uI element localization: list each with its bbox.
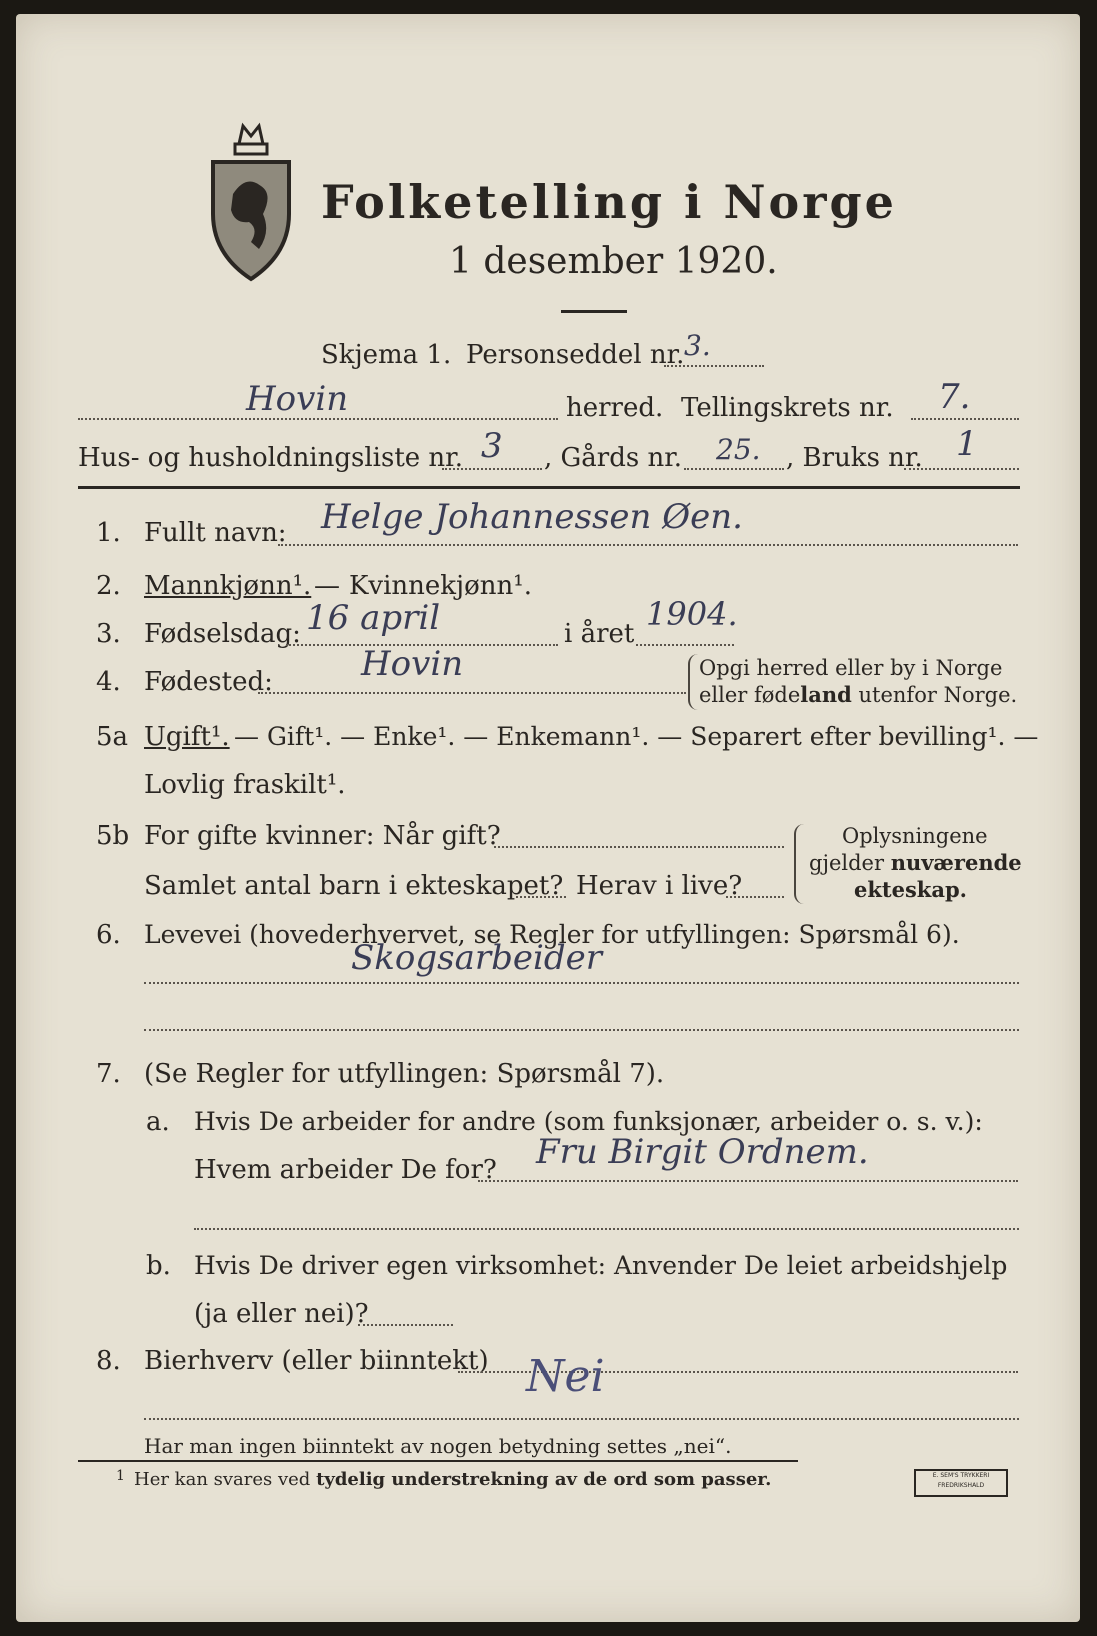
occupation-field-line2[interactable] xyxy=(144,1029,1019,1031)
q1-label: Fullt navn: xyxy=(144,518,287,548)
children-alive-label: Herav i live? xyxy=(576,871,743,901)
gards-value: 25. xyxy=(716,433,761,466)
q3-number: 3. xyxy=(96,619,121,649)
bruks-field[interactable] xyxy=(904,468,1019,470)
q4-label: Fødested: xyxy=(144,667,273,697)
q7a-label: Hvis De arbeider for andre (som funksjonær, arbeider o. s. v.): xyxy=(194,1107,983,1136)
printer-stamp xyxy=(914,1469,1008,1497)
birthplace-value: Hovin xyxy=(361,644,464,684)
children-alive-field[interactable] xyxy=(726,896,784,898)
q5b-note-line2: gjelder nuværende xyxy=(809,850,1022,875)
q7-label: (Se Regler for utfyllingen: Spørsmål 7). xyxy=(144,1059,665,1089)
side-income-field-line2[interactable] xyxy=(144,1418,1019,1420)
occupation-field[interactable] xyxy=(144,982,1019,984)
q5b-note-line1: Oplysningene xyxy=(842,824,988,848)
personseddel-label: Personseddel nr. xyxy=(466,340,685,370)
marital-options[interactable]: — Gift¹. — Enke¹. — Enkemann¹. — Separert efter bevilling¹. — xyxy=(234,722,1039,751)
marriage-date-field[interactable] xyxy=(494,846,784,848)
header-rule xyxy=(78,486,1020,489)
q7-number: 7. xyxy=(96,1059,121,1089)
birthplace-field[interactable] xyxy=(258,692,686,694)
coat-of-arms-emblem xyxy=(201,114,301,284)
q4-note-line1: Opgi herred eller by i Norge xyxy=(699,656,1003,680)
female-option[interactable]: Kvinnekjønn¹. xyxy=(349,571,532,601)
tellingskrets-field[interactable] xyxy=(911,418,1019,420)
q4-note-line2: eller fødeland utenfor Norge. xyxy=(699,682,1018,707)
q4-number: 4. xyxy=(96,667,121,697)
q7b-label: Hvis De driver egen virksomhet: Anvender De leiet arbeidshjelp xyxy=(194,1251,1008,1280)
personseddel-field[interactable] xyxy=(664,365,764,367)
tellingskrets-value: 7. xyxy=(938,377,971,417)
husliste-label: Hus- og husholdningsliste nr. xyxy=(78,443,464,473)
title-divider xyxy=(561,310,627,313)
full-name-value: Helge Johannessen Øen. xyxy=(321,497,743,537)
birth-year-value: 1904. xyxy=(646,595,738,633)
q6-label: Levevei (hovederhvervet, se Regler for utfyllingen: Spørsmål 6). xyxy=(144,920,960,949)
male-option[interactable]: Mannkjønn¹. xyxy=(144,571,312,601)
employer-field[interactable] xyxy=(478,1180,1018,1182)
footnote-mark: 1 xyxy=(116,1468,125,1484)
hired-help-field[interactable] xyxy=(358,1324,453,1326)
birthday-value: 16 april xyxy=(306,598,441,638)
personseddel-value: 3. xyxy=(684,329,711,362)
q8-label: Bierhverv (eller biinntekt) xyxy=(144,1346,489,1376)
form-title: Folketelling i Norge xyxy=(321,175,897,229)
q8-note: Har man ingen biinntekt av nogen betydning settes „nei“. xyxy=(144,1434,732,1458)
q5b-number: 5b xyxy=(96,821,130,851)
q4-brace xyxy=(688,654,698,710)
employer-field-line2[interactable] xyxy=(194,1228,1019,1230)
q1-number: 1. xyxy=(96,518,121,548)
husliste-field[interactable] xyxy=(442,468,542,470)
footnote-rule xyxy=(78,1460,798,1462)
side-income-value: Nei xyxy=(526,1351,605,1402)
q7b-letter: b. xyxy=(146,1251,171,1281)
q3-label: Fødselsdag: xyxy=(144,619,301,649)
unmarried-option[interactable]: Ugift¹. xyxy=(144,722,230,752)
herred-label: herred. xyxy=(566,393,664,423)
q5b-label: For gifte kvinner: Når gift? xyxy=(144,821,501,851)
children-total-label: Samlet antal barn i ekteskapet? xyxy=(144,871,564,901)
skjema-label: Skjema 1. xyxy=(321,340,452,370)
tellingskrets-label: Tellingskrets nr. xyxy=(681,393,894,423)
husliste-value: 3 xyxy=(481,426,503,466)
bruks-label: , Bruks nr. xyxy=(786,443,923,473)
q5a-number: 5a xyxy=(96,722,129,752)
q5b-brace xyxy=(794,824,806,904)
q6-number: 6. xyxy=(96,920,121,950)
q2-number: 2. xyxy=(96,571,121,601)
census-form xyxy=(16,14,1080,1622)
q5b-note-line3: ekteskap. xyxy=(854,877,967,902)
q7a-letter: a. xyxy=(146,1107,170,1137)
year-label: i året xyxy=(564,619,635,649)
bruks-value: 1 xyxy=(956,424,978,464)
hired-help-label: (ja eller nei)? xyxy=(194,1299,369,1329)
printer-stamp-text: E. SEM'S TRYKKERI FREDRIKSHALD xyxy=(932,1472,990,1489)
divorced-option[interactable]: Lovlig fraskilt¹. xyxy=(144,770,346,800)
children-total-field[interactable] xyxy=(516,896,566,898)
gards-label: , Gårds nr. xyxy=(544,443,683,473)
occupation-value: Skogsarbeider xyxy=(351,938,602,978)
herred-value: Hovin xyxy=(246,379,349,419)
gender-separator: — xyxy=(314,571,340,601)
birth-year-field[interactable] xyxy=(636,644,734,646)
q8-number: 8. xyxy=(96,1346,121,1376)
census-date: 1 desember 1920. xyxy=(449,241,778,282)
footnote-text: Her kan svares ved tydelig understrekning av de ord som passer. xyxy=(134,1469,772,1490)
employer-label: Hvem arbeider De for? xyxy=(194,1155,497,1185)
employer-value: Fru Birgit Ordnem. xyxy=(536,1132,869,1172)
full-name-field[interactable] xyxy=(278,544,1018,546)
